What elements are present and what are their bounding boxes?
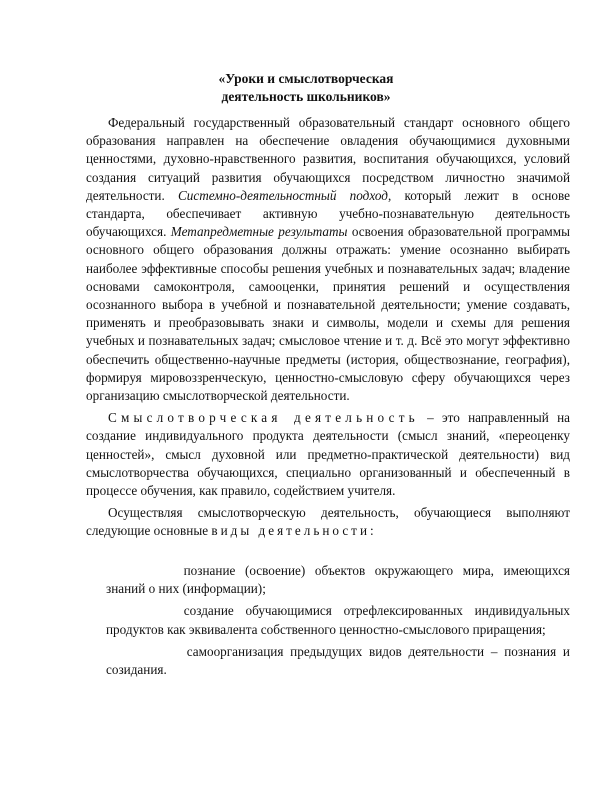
- paragraph-1-text-b: , который лежит в основе стандарта, обеспечивает активную учебно-познавательную деятельность обучающихся.: [86, 187, 571, 240]
- title-line-1: «Уроки и смыслотворческая: [218, 71, 394, 86]
- paragraph-activity-types: [86, 504, 570, 540]
- metasubject-results-term: Метапредметные результаты: [170, 224, 348, 240]
- paragraph-definition: [86, 409, 570, 500]
- activity-types-term: виды деятельности: [211, 523, 371, 539]
- paragraph-3-tail: :: [370, 523, 374, 539]
- paragraph-1-text-c: освоения образовательной программы основного общего образования должны отражать: умение осознанно выбирать наиболее эффективные способы решения учебных и познавательных задач; владение основами самоконтроля, самооценки, принятия решений и осуществления осознанного выбора в учебной и познавательной деятельности; умение создавать, применять и преобразовывать знаки и символы, модели и схемы для решения учебных и познавательных задач; смысловое чтение и т. д. Всё это могут эффективно обеспечить общественно-научные предметы (история, обществознание, география), формируя мировоззренческую, ценностно-смысловую сферу обучающихся через организацию смыслотворческой деятельности.: [86, 224, 570, 404]
- system-activity-approach-term: Системно-деятельностный подход: [178, 187, 388, 203]
- paragraph-1-text-a: Федеральный государственный образовательный стандарт основного общего образования направлен на обеспечение овладения обучающимися духовными ценностями, духовно-нравственного развития, воспитания обучающихся, условий создания ситуаций развития обучающихся посредством личностно значимой деятельности.: [86, 115, 570, 203]
- list-item-text: познание (освоение) объектов окружающего мира, имеющихся знаний о них (информации);: [106, 563, 570, 597]
- list-item: [86, 643, 570, 679]
- document-title: [0, 70, 612, 106]
- list-item: [86, 562, 570, 598]
- paragraph-3-text: Осуществляя смыслотворческую деятельность, обучающиеся выполняют следующие основные: [86, 505, 570, 539]
- list-item: [86, 602, 570, 638]
- list-item-text: создание обучающимися отрефлексированных индивидуальных продуктов как эквивалента собственного ценностно-смыслового приращения;: [106, 603, 571, 637]
- list-item-text: самоорганизация предыдущих видов деятельности – познания и созидания.: [106, 643, 570, 678]
- paragraph-standard: [86, 114, 570, 405]
- paragraph-2-text: – это направленный на создание индивидуального продукта деятельности (смысл знаний, «переоценку ценностей», смысл духовной или предметно-практической деятельности) вид смыслотворчества обучающихся, специально организованный и обеспеченный в процессе обучения, как правило, содействием учителя.: [86, 410, 570, 499]
- activity-types-list: [86, 562, 570, 683]
- document-body: [86, 114, 570, 541]
- meaning-making-activity-term: Смыслотворческая деятельность: [108, 410, 419, 426]
- title-line-2: деятельность школьников»: [221, 89, 391, 104]
